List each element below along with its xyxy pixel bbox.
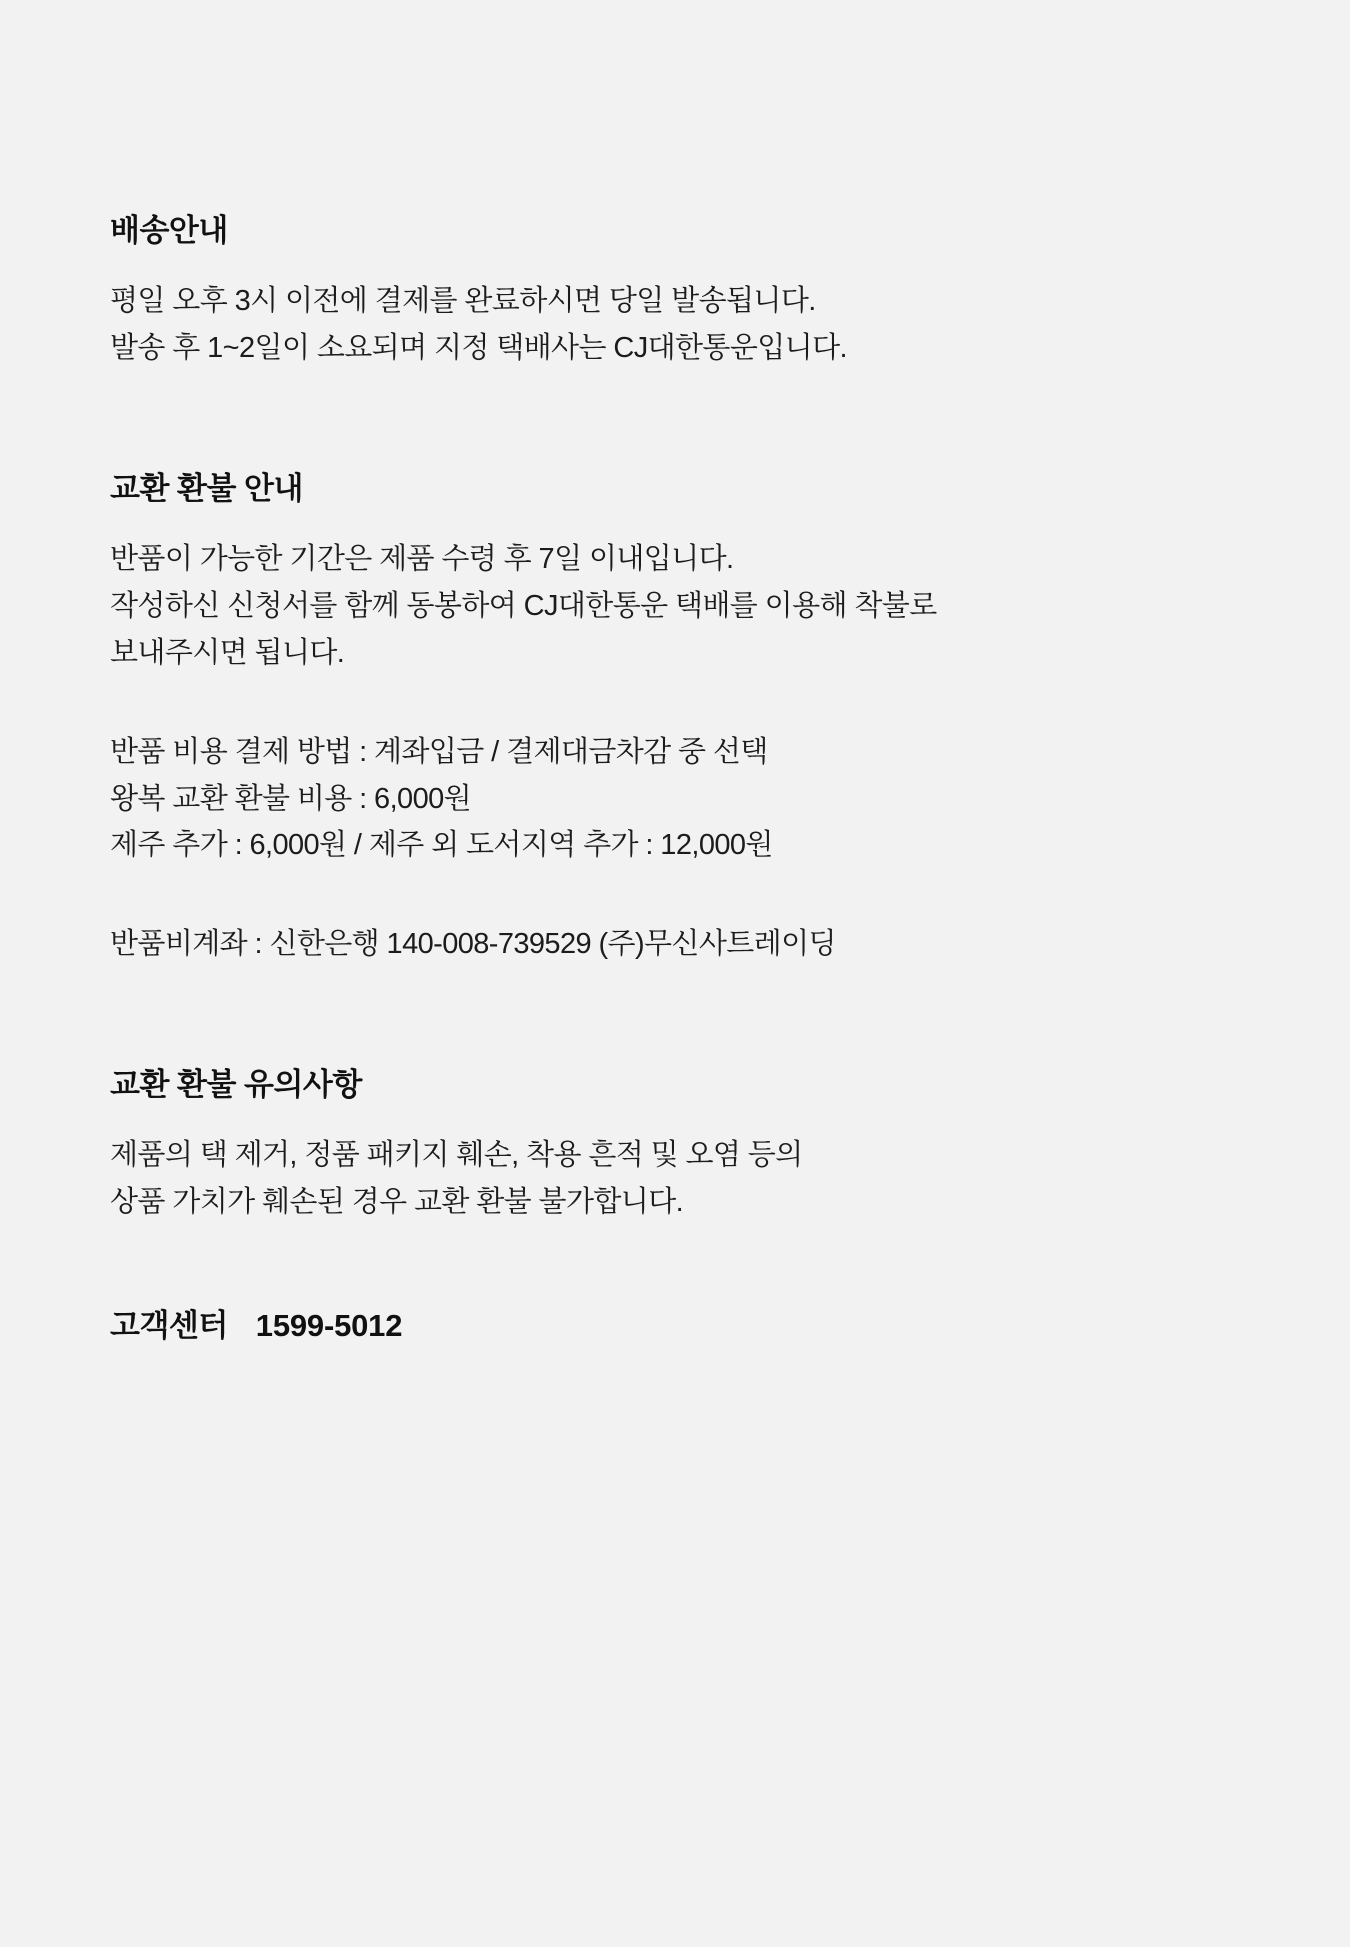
notice-section	[110, 1064, 1240, 1226]
spacer	[110, 869, 1240, 921]
notice-line-2: 상품 가치가 훼손된 경우 교환 환불 불가합니다.	[110, 1186, 684, 1219]
spacer	[110, 1226, 1240, 1300]
shipping-title: 배송안내	[110, 213, 228, 248]
shipping-line-1: 평일 오후 3시 이전에 결제를 완료하시면 당일 발송됩니다.	[110, 284, 816, 317]
customer-center-label: 고객센터	[110, 1308, 228, 1344]
island-surcharge-line: 제주 추가 : 6,000원 / 제주 외 도서지역 추가 : 12,000원	[110, 829, 773, 862]
exchange-refund-intro-line-1: 반품이 가능한 기간은 제품 수령 후 7일 이내입니다.	[110, 542, 734, 575]
spacer	[110, 968, 1240, 1064]
exchange-refund-section	[110, 468, 1240, 969]
spacer	[110, 677, 1240, 729]
shipping-section	[110, 210, 1240, 372]
return-account-line: 반품비계좌 : 신한은행 140-008-739529 (주)무신사트레이딩	[110, 928, 836, 961]
shipping-line-2: 발송 후 1~2일이 소요되며 지정 택배사는 CJ대한통운입니다.	[110, 331, 847, 364]
exchange-refund-intro-line-3: 보내주시면 됩니다.	[110, 636, 345, 669]
exchange-refund-intro-line-2: 작성하신 신청서를 함께 동봉하여 CJ대한통운 택배를 이용해 착불로	[110, 589, 937, 622]
notice-title: 교환 환불 유의사항	[110, 1067, 362, 1103]
notice-line-1: 제품의 택 제거, 정품 패키지 훼손, 착용 흔적 및 오염 등의	[110, 1139, 803, 1172]
customer-center-section	[110, 1300, 1240, 1345]
spacer	[110, 372, 1240, 468]
round-trip-fee-line: 왕복 교환 환불 비용 : 6,000원	[110, 782, 472, 815]
return-fee-method-line: 반품 비용 결제 방법 : 계좌입금 / 결제대금차감 중 선택	[110, 735, 768, 768]
exchange-refund-title: 교환 환불 안내	[110, 470, 303, 506]
customer-center-number: 1599-5012	[255, 1308, 403, 1344]
